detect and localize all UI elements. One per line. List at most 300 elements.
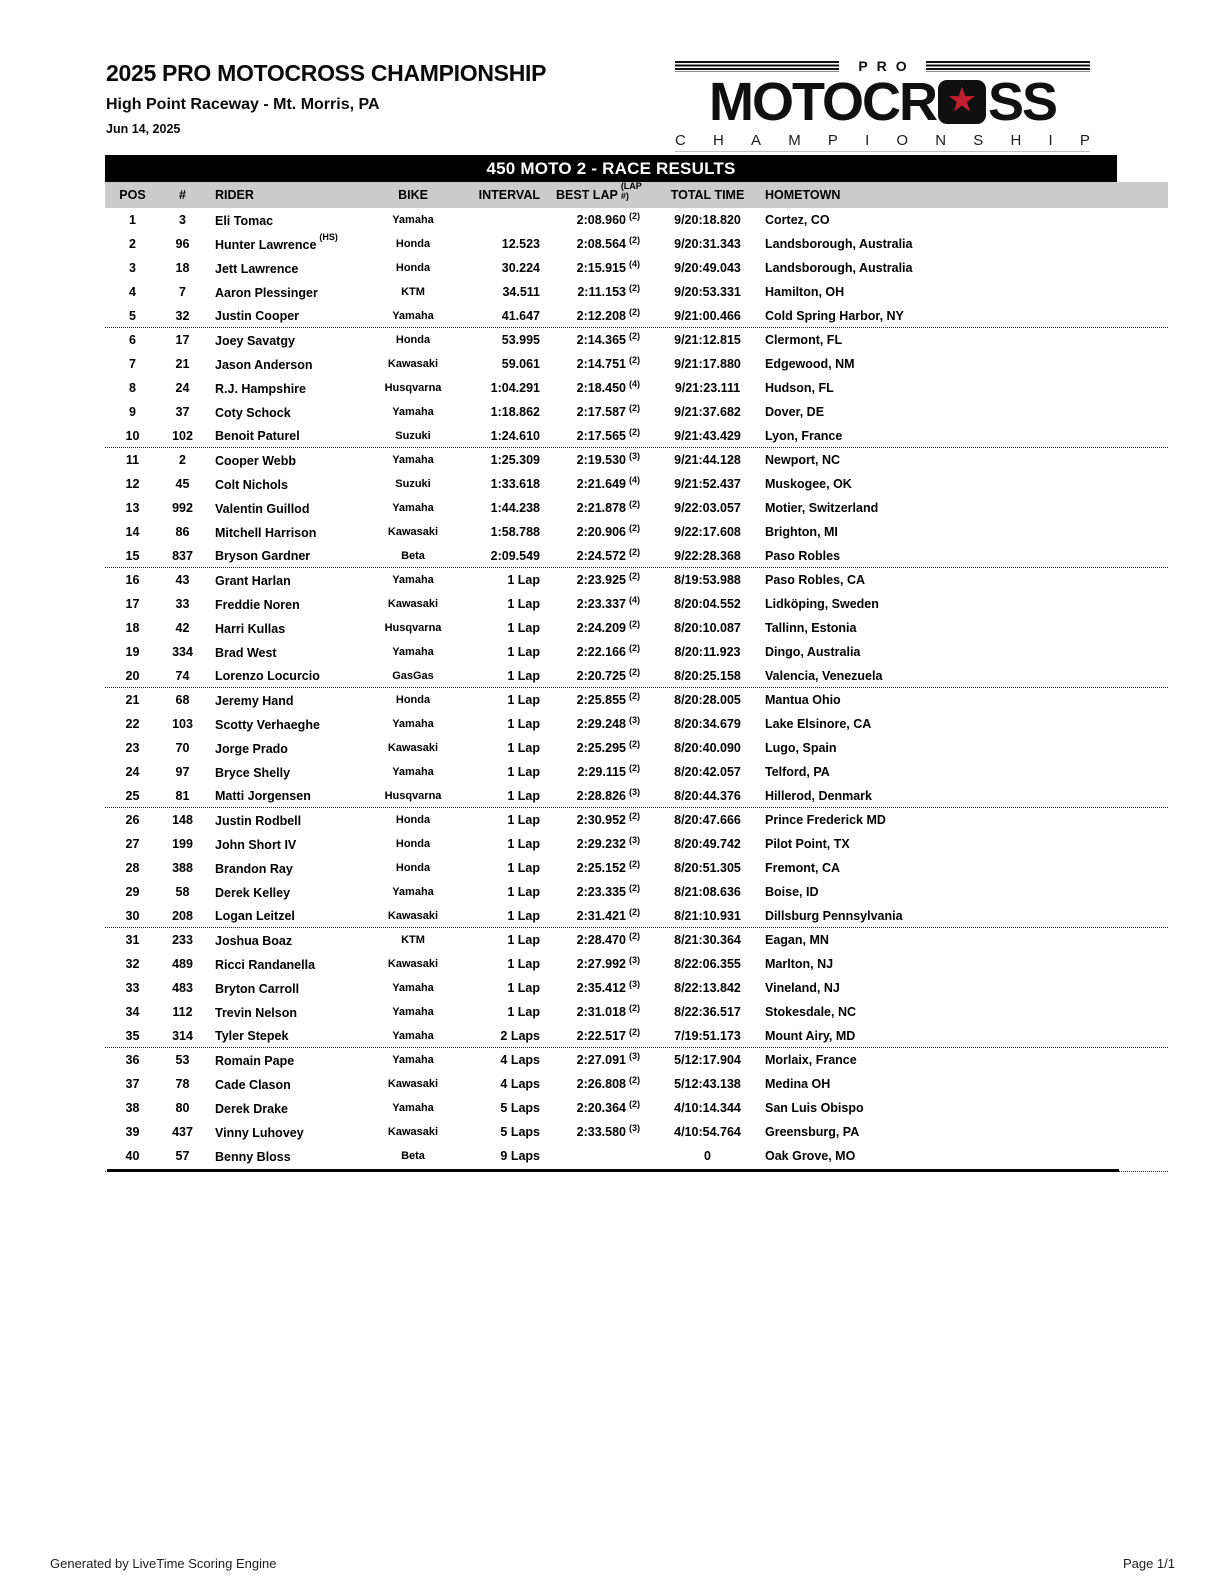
cell-number: 24: [175, 381, 190, 395]
cell-interval: 2:09.549: [490, 548, 540, 563]
cell-position: 11: [125, 453, 140, 467]
logo-wordmark: [675, 72, 1090, 132]
cell-position: 26: [125, 813, 140, 827]
cell-best-lap: 2:26.808 $^{(2)}$: [556, 1077, 660, 1091]
cell-rider: Ricci Randanella: [205, 956, 355, 972]
cell-total-time: 8/20:28.005: [674, 693, 741, 707]
cell-number: 57: [175, 1149, 190, 1163]
cell-interval: 12.523: [501, 237, 540, 251]
cell-number: 388: [172, 861, 193, 875]
cell-rider: Trevin Nelson: [205, 1004, 355, 1020]
cell-bike: Suzuki: [395, 478, 431, 490]
rider-suffix: (HS): [319, 231, 338, 242]
cell-lap-number: (2): [629, 1099, 640, 1109]
results-header-row: [105, 182, 1168, 208]
cell-lap-number: (4): [629, 475, 640, 485]
cell-lap-number: (2): [629, 931, 640, 941]
cell-total-time: 9/20:49.043: [674, 261, 741, 275]
cell-position: 18: [125, 621, 140, 635]
cell-bike: Honda: [395, 814, 431, 826]
cell-rider: Jeremy Hand: [205, 692, 355, 708]
cell-best-lap: 2:30.952 $^{(2)}$: [556, 813, 660, 827]
cell-lap-number: (2): [629, 811, 640, 821]
cell-interval: 1:58.788: [490, 525, 540, 539]
cell-lap-number: (3): [629, 955, 640, 965]
table-row: [105, 592, 1168, 616]
cell-total-time: 8/20:47.666: [674, 813, 741, 827]
cell-lap-number: (2): [629, 355, 640, 365]
cell-position: 4: [129, 285, 136, 299]
table-row: [105, 208, 1168, 232]
cell-best-lap: 2:29.115 $^{(2)}$: [556, 765, 660, 779]
cell-total-time: 9/22:03.057: [674, 501, 741, 515]
col-header-interval: INTERVAL: [478, 188, 540, 202]
cell-best-lap: 2:23.925 $^{(2)}$: [556, 573, 660, 587]
rider-suffix: [288, 1023, 291, 1033]
results-body: [105, 208, 1168, 1168]
cell-best-lap: 2:28.470 $^{(2)}$: [556, 933, 660, 947]
cell-number: 199: [172, 837, 193, 851]
cell-lap-number: (2): [629, 403, 640, 413]
cell-lap-number: (3): [629, 1123, 640, 1133]
col-header-lap-number: (LAP #): [620, 181, 642, 201]
cell-bike: Kawasaki: [387, 742, 439, 754]
cell-total-time: 9/21:52.437: [674, 477, 741, 491]
cell-bike: Honda: [395, 334, 431, 346]
cell-hometown: Clermont, FL: [765, 333, 843, 347]
cell-hometown: Vineland, NJ: [765, 981, 840, 995]
table-row: [105, 544, 1168, 568]
cell-interval: 1 Lap: [507, 981, 540, 995]
cell-interval: 1:24.610: [490, 428, 540, 443]
cell-hometown: Hudson, FL: [765, 381, 834, 395]
cell-position: 35: [125, 1028, 140, 1043]
cell-best-lap: 2:17.587 $^{(2)}$: [556, 405, 660, 419]
col-header-best-lap: BEST LAP $^{(LAP \#)}$: [556, 185, 660, 205]
cell-total-time: 8/22:36.517: [674, 1005, 741, 1019]
cell-best-lap: 2:14.365 $^{(2)}$: [556, 333, 660, 347]
cell-hometown: Eagan, MN: [765, 933, 829, 947]
cell-total-time: 9/20:18.820: [674, 213, 741, 227]
cell-total-time: 9/21:43.429: [674, 428, 741, 443]
cell-number: 37: [175, 405, 190, 419]
race-results-table: [105, 155, 1168, 1172]
cell-bike: Kawasaki: [387, 526, 439, 538]
cell-total-time: 8/20:49.742: [674, 837, 741, 851]
cell-lap-number: (2): [629, 499, 640, 509]
cell-bike: Yamaha: [392, 406, 434, 418]
cell-lap-number: (2): [629, 906, 640, 917]
cell-number: 334: [172, 645, 193, 659]
cell-number: 45: [175, 477, 190, 491]
cell-best-lap: 2:31.421 $^{(2)}$: [556, 909, 660, 923]
cell-hometown: Cortez, CO: [765, 213, 830, 227]
cell-number: 103: [172, 717, 193, 731]
rider-suffix: [294, 1048, 297, 1058]
cell-hometown: Paso Robles, CA: [765, 573, 866, 587]
cell-position: 9: [129, 405, 136, 419]
cell-total-time: 8/20:42.057: [674, 765, 741, 779]
cell-hometown: Tallinn, Estonia: [765, 621, 857, 635]
cell-rider: Brandon Ray: [205, 860, 355, 876]
table-row: [105, 232, 1168, 256]
table-row: [105, 304, 1168, 328]
cell-rider: Harri Kullas: [205, 620, 355, 636]
cell-bike: Kawasaki: [387, 909, 439, 922]
rider-suffix: [309, 496, 312, 506]
table-row: [105, 280, 1168, 304]
cell-position: 7: [129, 357, 136, 371]
cell-interval: 5 Laps: [500, 1125, 540, 1139]
cell-number: 33: [175, 597, 190, 611]
cell-best-lap: 2:31.018 $^{(2)}$: [556, 1005, 660, 1019]
cell-rider: Bryce Shelly: [205, 764, 355, 780]
cell-interval: 1 Lap: [507, 957, 540, 971]
cell-lap-number: (2): [629, 283, 640, 293]
cell-total-time: 9/21:23.111: [674, 381, 741, 395]
cell-interval: 1:33.618: [490, 477, 540, 491]
cell-number: 81: [175, 788, 190, 803]
cell-hometown: Lyon, France: [765, 428, 843, 443]
cell-lap-number: (3): [629, 786, 640, 797]
cell-hometown: Landsborough, Australia: [765, 237, 913, 251]
cell-interval: 1:44.238: [490, 501, 540, 515]
cell-interval: 1 Lap: [507, 1005, 540, 1019]
cell-rider: Grant Harlan: [205, 572, 355, 588]
cell-rider: Cooper Webb: [205, 452, 355, 468]
cell-bike: Yamaha: [392, 574, 434, 586]
cell-total-time: 9/21:12.815: [674, 333, 741, 347]
rider-suffix: [273, 208, 276, 218]
cell-best-lap: 2:20.906 $^{(2)}$: [556, 525, 660, 539]
cell-position: 23: [125, 741, 140, 755]
cell-interval: 34.511: [502, 285, 540, 299]
cell-number: 7: [179, 285, 186, 299]
cell-interval: 4 Laps: [500, 1077, 540, 1091]
rider-suffix: [288, 472, 291, 482]
rider-suffix: [288, 736, 291, 746]
cell-best-lap: 2:18.450 $^{(4)}$: [556, 381, 660, 395]
cell-bike: Yamaha: [392, 766, 434, 778]
rider-suffix: [304, 1120, 307, 1130]
cell-position: 39: [125, 1125, 140, 1139]
col-header-total-time: TOTAL TIME: [670, 188, 745, 202]
cell-interval: 41.647: [501, 308, 540, 323]
table-row: [105, 1024, 1168, 1048]
cell-total-time: 8/20:44.376: [674, 788, 741, 803]
cell-bike: Honda: [395, 694, 431, 706]
cell-lap-number: (2): [629, 571, 640, 581]
cell-interval: 1 Lap: [507, 597, 540, 611]
cell-rider: Cade Clason: [205, 1076, 355, 1092]
cell-number: 17: [175, 333, 190, 347]
cell-lap-number: (2): [629, 1003, 640, 1013]
cell-hometown: Paso Robles: [765, 548, 841, 563]
cell-lap-number: (4): [629, 379, 640, 389]
cell-best-lap: 2:27.091 $^{(3)}$: [556, 1053, 660, 1067]
table-row: [105, 976, 1168, 1000]
cell-position: 2: [129, 237, 136, 251]
cell-number: 314: [172, 1028, 193, 1043]
rider-suffix: [292, 928, 295, 938]
col-header-hometown: HOMETOWN: [765, 188, 841, 202]
cell-hometown: Motier, Switzerland: [765, 501, 879, 515]
cell-bike: Beta: [401, 1150, 425, 1162]
cell-number: 992: [172, 501, 193, 515]
cell-total-time: 8/20:25.158: [674, 668, 741, 683]
cell-number: 43: [175, 573, 190, 587]
table-row: [105, 256, 1168, 280]
cell-lap-number: (2): [629, 331, 640, 341]
table-row: [105, 616, 1168, 640]
cell-total-time: 8/19:53.988: [674, 573, 741, 587]
col-header-number: #: [179, 188, 186, 202]
cell-position: 36: [125, 1053, 140, 1067]
cell-rider: Jett Lawrence: [205, 260, 355, 276]
cell-number: 489: [172, 957, 193, 971]
cell-rider: Vinny Luhovey: [205, 1124, 355, 1140]
rider-suffix: [312, 352, 315, 362]
cell-bike: Yamaha: [392, 309, 434, 322]
table-bottom-rule: [105, 1168, 1168, 1172]
rider-suffix: [288, 1096, 291, 1106]
cell-rider: Hunter Lawrence$^{(HS)}$: [215, 231, 338, 253]
cell-total-time: 8/22:06.355: [674, 957, 741, 971]
cell-lap-number: (3): [629, 1051, 640, 1061]
cell-hometown: Fremont, CA: [765, 861, 840, 875]
cell-number: 42: [175, 621, 190, 635]
cell-lap-number: (3): [629, 979, 640, 989]
table-row: [105, 568, 1168, 592]
cell-interval: 4 Laps: [500, 1053, 540, 1067]
cell-rider: Benny Bloss: [205, 1148, 355, 1164]
cell-position: 25: [125, 788, 140, 803]
cell-lap-number: (2): [629, 619, 640, 629]
cell-number: 112: [172, 1005, 193, 1019]
cell-interval: 1 Lap: [507, 765, 540, 779]
rider-suffix: [295, 328, 298, 338]
cell-best-lap: 2:08.564 $^{(2)}$: [556, 237, 660, 251]
cell-bike: Honda: [395, 838, 431, 850]
cell-hometown: Mantua Ohio: [765, 693, 841, 707]
cell-position: 5: [129, 308, 136, 323]
cell-best-lap: 2:35.412 $^{(3)}$: [556, 981, 660, 995]
cell-bike: Honda: [395, 262, 431, 274]
cell-best-lap: 2:27.992 $^{(3)}$: [556, 957, 660, 971]
cell-bike: Honda: [395, 862, 431, 874]
cell-rider: Mitchell Harrison: [205, 524, 355, 540]
cell-hometown: Valencia, Venezuela: [765, 668, 883, 683]
table-row: [105, 688, 1168, 712]
cell-interval: 1 Lap: [507, 645, 540, 659]
cell-bike: Yamaha: [392, 1006, 434, 1018]
cell-best-lap: 2:29.232 $^{(3)}$: [556, 837, 660, 851]
cell-number: 78: [175, 1077, 190, 1091]
cell-best-lap: 2:21.649 $^{(4)}$: [556, 477, 660, 491]
logo-championship-text: C H A M P I O N S H I P: [675, 132, 1090, 152]
cell-position: 28: [125, 861, 140, 875]
cell-rider: Freddie Noren: [205, 596, 355, 612]
cell-interval: 1 Lap: [507, 813, 540, 827]
cell-bike: Honda: [395, 238, 431, 250]
cell-position: 6: [129, 333, 136, 347]
table-row: [105, 640, 1168, 664]
cell-rider: Scotty Verhaeghe: [205, 716, 355, 732]
table-row: [105, 760, 1168, 784]
cell-interval: 1 Lap: [507, 788, 540, 803]
table-row: [105, 808, 1168, 832]
cell-number: 102: [172, 428, 193, 443]
cell-hometown: Lake Elsinore, CA: [765, 717, 872, 731]
cell-position: 20: [125, 668, 140, 683]
cell-hometown: Hillerod, Denmark: [765, 788, 872, 803]
cell-number: 58: [175, 885, 190, 899]
cell-best-lap: 2:20.725 $^{(2)}$: [556, 669, 660, 683]
cell-interval: 1 Lap: [507, 717, 540, 731]
cell-position: 19: [125, 645, 140, 659]
cell-position: 33: [125, 981, 140, 995]
cell-bike: Yamaha: [392, 214, 434, 226]
table-row: [105, 328, 1168, 352]
cell-best-lap: 2:22.166 $^{(2)}$: [556, 645, 660, 659]
rider-suffix: [320, 663, 323, 673]
table-row: [105, 1048, 1168, 1072]
cell-total-time: 8/20:04.552: [674, 597, 741, 611]
cell-rider: Derek Drake: [205, 1100, 355, 1116]
cell-position: 30: [125, 908, 140, 923]
cell-best-lap: 2:24.209 $^{(2)}$: [556, 621, 660, 635]
cell-lap-number: (2): [629, 523, 640, 533]
cell-bike: Kawasaki: [387, 958, 439, 970]
cell-number: 53: [175, 1053, 190, 1067]
cell-rider: Bryson Gardner: [205, 547, 355, 563]
cell-hometown: Dingo, Australia: [765, 645, 861, 659]
rider-suffix: [298, 256, 301, 266]
pro-motocross-logo: [675, 58, 1090, 152]
cell-total-time: 9/20:31.343: [674, 237, 741, 251]
cell-hometown: Boise, ID: [765, 885, 819, 899]
cell-position: 40: [125, 1149, 140, 1163]
rider-suffix: [285, 616, 288, 626]
rider-suffix: [318, 280, 321, 290]
cell-lap-number: (3): [629, 715, 640, 725]
results-title-bar: 450 MOTO 2 - RACE RESULTS: [105, 155, 1117, 182]
rider-suffix: [291, 568, 294, 578]
table-row: [105, 712, 1168, 736]
col-header-pos: POS: [119, 188, 146, 202]
cell-number: 70: [175, 741, 190, 755]
cell-total-time: 8/21:30.364: [674, 933, 741, 947]
cell-interval: 1 Lap: [507, 908, 540, 923]
cell-bike: Yamaha: [392, 502, 434, 514]
cell-total-time: 8/20:11.923: [674, 645, 741, 659]
cell-bike: Yamaha: [392, 1054, 434, 1066]
cell-position: 3: [129, 261, 136, 275]
cell-lap-number: (2): [629, 691, 640, 701]
cell-lap-number: (2): [629, 1026, 640, 1037]
cell-total-time: 8/20:10.087: [674, 621, 741, 635]
cell-best-lap: 2:25.295 $^{(2)}$: [556, 741, 660, 755]
cell-hometown: Greensburg, PA: [765, 1125, 860, 1139]
cell-total-time: 0: [704, 1149, 711, 1163]
cell-lap-number: (2): [629, 1075, 640, 1085]
rider-suffix: [300, 592, 303, 602]
cell-total-time: 8/21:08.636: [674, 885, 741, 899]
cell-interval: 1:18.862: [490, 405, 540, 419]
cell-lap-number: (2): [629, 643, 640, 653]
cell-lap-number: (2): [629, 235, 640, 245]
table-row: [105, 736, 1168, 760]
cell-bike: Yamaha: [392, 886, 434, 898]
cell-bike: Yamaha: [392, 1029, 434, 1042]
cell-best-lap: 2:29.248 $^{(3)}$: [556, 717, 660, 731]
cell-bike: Husqvarna: [384, 789, 442, 802]
cell-number: 68: [175, 693, 190, 707]
cell-rider: Jorge Prado: [205, 740, 355, 756]
cell-best-lap: 2:24.572 $^{(2)}$: [556, 549, 660, 563]
cell-position: 12: [125, 477, 140, 491]
cell-hometown: Stokesdale, NC: [765, 1005, 857, 1019]
cell-best-lap: 2:20.364 $^{(2)}$: [556, 1101, 660, 1115]
cell-position: 37: [125, 1077, 140, 1091]
cell-bike: Yamaha: [392, 646, 434, 658]
cell-hometown: Muskogee, OK: [765, 477, 852, 491]
cell-best-lap: 2:19.530 $^{(3)}$: [556, 453, 660, 467]
cell-bike: Kawasaki: [387, 598, 439, 610]
cell-interval: 1 Lap: [507, 573, 540, 587]
rider-suffix: [316, 520, 319, 530]
cell-rider: Justin Rodbell: [205, 812, 355, 828]
cell-lap-number: (2): [629, 883, 640, 893]
cell-hometown: Pilot Point, TX: [765, 837, 850, 851]
rider-suffix: [291, 1144, 294, 1154]
rider-suffix: [296, 448, 299, 458]
cell-lap-number: (2): [629, 666, 640, 677]
logo-wordmark-left: MOTOCR: [708, 72, 936, 132]
cell-best-lap: 2:15.915 $^{(4)}$: [556, 261, 660, 275]
cell-total-time: 4/10:14.344: [674, 1101, 741, 1115]
cell-hometown: Hamilton, OH: [765, 285, 845, 299]
cell-bike: Yamaha: [392, 982, 434, 994]
table-row: [105, 904, 1168, 928]
cell-total-time: 5/12:17.904: [674, 1053, 741, 1067]
cell-hometown: Edgewood, NM: [765, 357, 855, 371]
cell-best-lap: 2:14.751 $^{(2)}$: [556, 357, 660, 371]
cell-bike: Beta: [401, 549, 425, 562]
cell-total-time: 9/21:00.466: [674, 308, 741, 323]
cell-rider: Jason Anderson: [205, 356, 355, 372]
document-header: [106, 60, 546, 136]
cell-interval: 1 Lap: [507, 885, 540, 899]
cell-lap-number: (2): [629, 546, 640, 557]
cell-interval: 1:25.309: [490, 453, 540, 467]
cell-total-time: 8/20:40.090: [674, 741, 741, 755]
cell-hometown: Brighton, MI: [765, 525, 838, 539]
cell-number: 2: [179, 453, 186, 467]
cell-number: 18: [175, 261, 190, 275]
cell-number: 3: [179, 213, 186, 227]
event-date: Jun 14, 2025: [106, 122, 181, 136]
logo-wordmark-right: SS: [987, 72, 1057, 132]
cell-position: 29: [125, 885, 140, 899]
cell-lap-number: (3): [629, 451, 640, 461]
footer-page-number: Page 1/1: [1122, 1556, 1175, 1571]
cell-rider: Aaron Plessinger: [205, 284, 355, 300]
cell-position: 17: [125, 597, 140, 611]
cell-hometown: Mount Airy, MD: [765, 1028, 856, 1043]
rider-suffix: [299, 303, 302, 313]
cell-total-time: 9/20:53.331: [674, 285, 741, 299]
